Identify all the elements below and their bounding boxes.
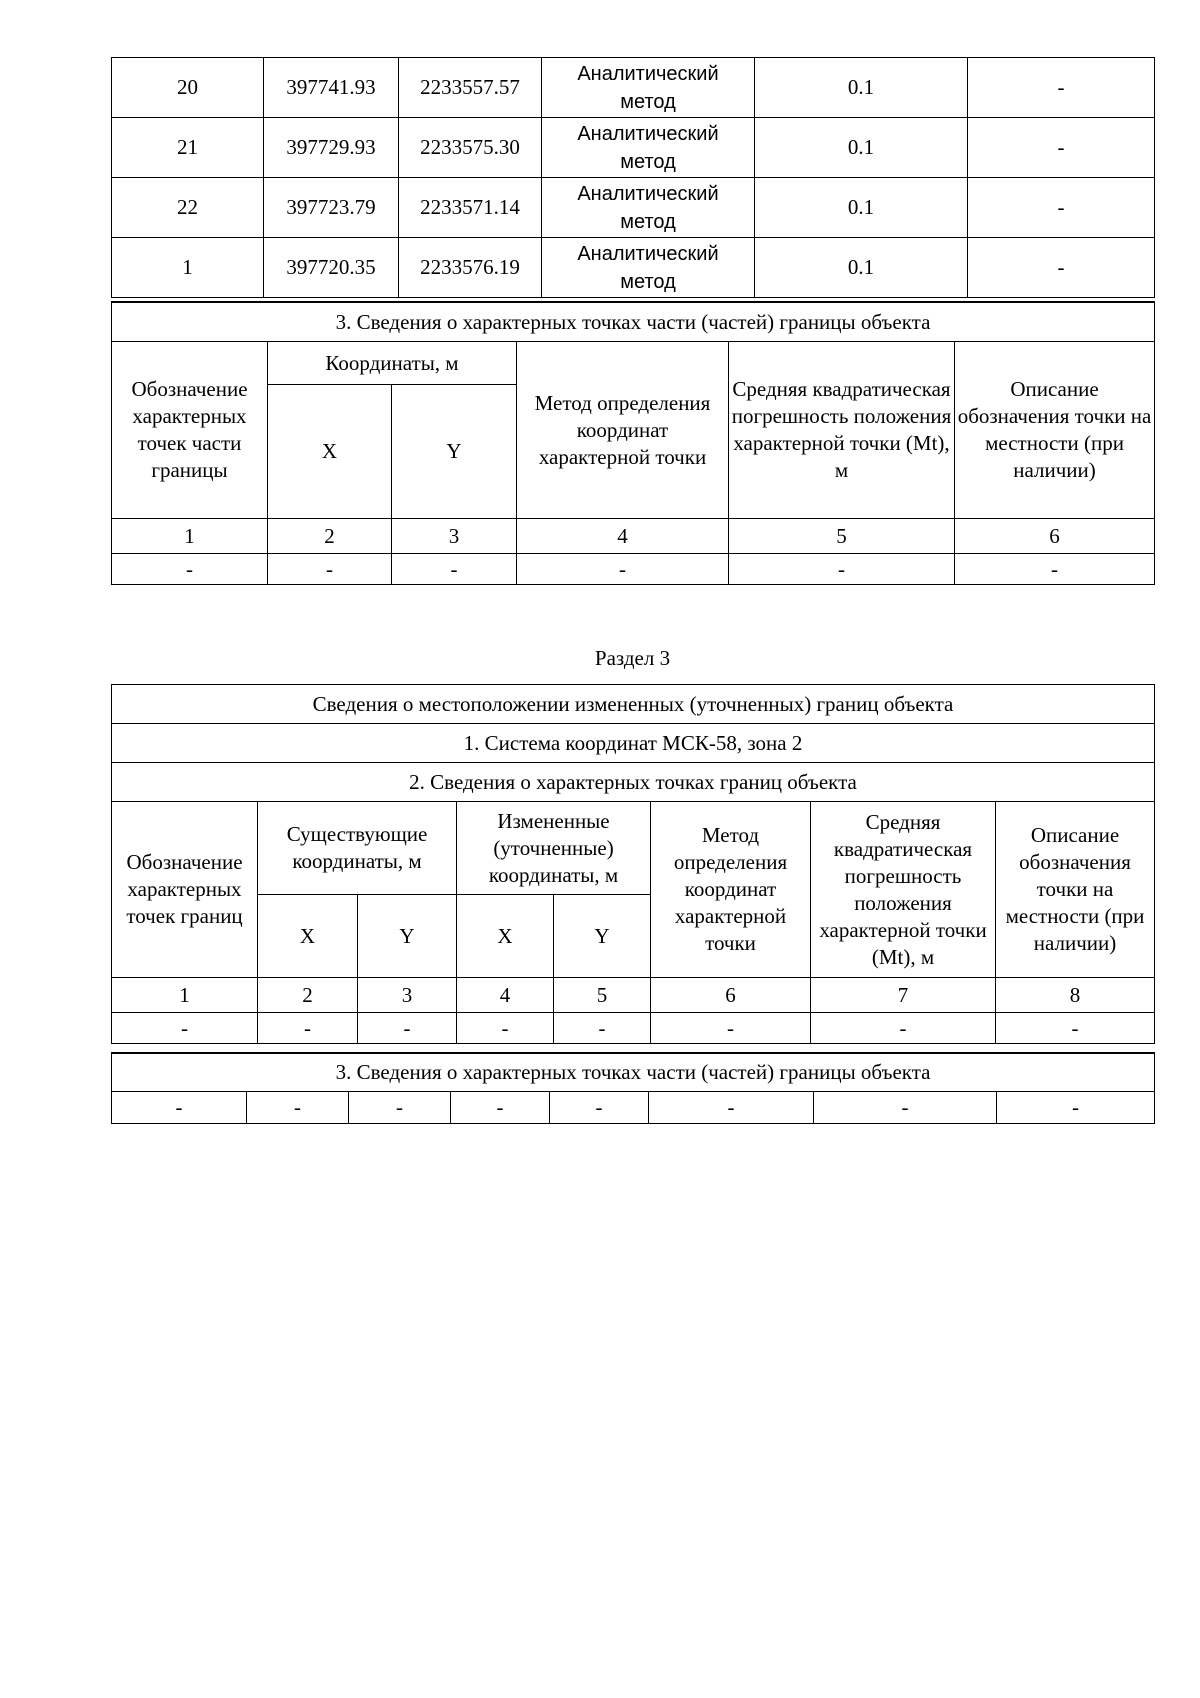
empty-cell: -	[649, 1092, 814, 1124]
point-x: 397729.93	[264, 118, 399, 178]
point-method: Аналитический метод	[542, 58, 755, 118]
empty-cell: -	[651, 1013, 811, 1044]
header-coords: Координаты, м	[268, 342, 517, 385]
header-y-changed: Y	[554, 895, 651, 978]
point-method: Аналитический метод	[542, 118, 755, 178]
empty-cell: -	[268, 554, 392, 585]
point-x: 397720.35	[264, 238, 399, 298]
empty-cell: -	[392, 554, 517, 585]
column-number: 1	[112, 519, 268, 554]
point-description: -	[968, 178, 1155, 238]
header-description: Описание обозначения точки на местности (при наличии)	[955, 342, 1155, 519]
point-y: 2233557.57	[399, 58, 542, 118]
header-designation: Обозначение характерных точек части границы	[112, 342, 268, 519]
point-method: Аналитический метод	[542, 178, 755, 238]
table-row	[112, 554, 1155, 585]
table-row	[112, 685, 1155, 724]
empty-cell: -	[358, 1013, 457, 1044]
points-continuation-table	[111, 57, 1155, 298]
table-row	[112, 1053, 1155, 1092]
changed-boundaries-table	[111, 684, 1155, 1044]
header-method: Метод определения координат характерной точки	[651, 802, 811, 978]
table-row	[112, 178, 1155, 238]
column-number: 6	[651, 978, 811, 1013]
part-heading: 3. Сведения о характерных точках части (частей) границы объекта	[112, 302, 1155, 342]
column-number: 7	[811, 978, 996, 1013]
header-x-changed: X	[457, 895, 554, 978]
empty-cell: -	[258, 1013, 358, 1044]
table-row	[112, 763, 1155, 802]
point-mt: 0.1	[755, 238, 968, 298]
column-number: 3	[392, 519, 517, 554]
empty-cell: -	[247, 1092, 349, 1124]
table-row	[112, 724, 1155, 763]
empty-cell: -	[457, 1013, 554, 1044]
header-x: X	[268, 385, 392, 519]
empty-cell: -	[517, 554, 729, 585]
table-row	[112, 978, 1155, 1013]
table-row	[112, 238, 1155, 298]
point-y: 2233575.30	[399, 118, 542, 178]
header-method: Метод определения координат характерной точки	[517, 342, 729, 519]
empty-cell: -	[814, 1092, 997, 1124]
column-number: 6	[955, 519, 1155, 554]
table-row	[112, 58, 1155, 118]
point-y: 2233576.19	[399, 238, 542, 298]
column-number: 5	[554, 978, 651, 1013]
header-existing-coords: Существующие координаты, м	[258, 802, 457, 895]
point-description: -	[968, 58, 1155, 118]
header-y-existing: Y	[358, 895, 457, 978]
section-title: Раздел 3	[594, 646, 671, 670]
point-x: 397723.79	[264, 178, 399, 238]
empty-cell: -	[550, 1092, 649, 1124]
column-number: 1	[112, 978, 258, 1013]
empty-cell: -	[955, 554, 1155, 585]
table-row	[112, 342, 1155, 385]
point-id: 20	[112, 58, 264, 118]
empty-cell: -	[112, 1092, 247, 1124]
empty-cell: -	[996, 1013, 1155, 1044]
header-error: Средняя квадратическая погрешность положения характерной точки (Mt), м	[811, 802, 996, 978]
point-y: 2233571.14	[399, 178, 542, 238]
table-row	[112, 1013, 1155, 1044]
point-description: -	[968, 118, 1155, 178]
column-number: 5	[729, 519, 955, 554]
table-row	[112, 302, 1155, 342]
table-row	[112, 1092, 1155, 1124]
empty-cell: -	[349, 1092, 451, 1124]
header-x-existing: X	[258, 895, 358, 978]
point-x: 397741.93	[264, 58, 399, 118]
header-designation: Обозначение характерных точек границ	[112, 802, 258, 978]
table-row	[112, 118, 1155, 178]
column-number: 8	[996, 978, 1155, 1013]
part-points-table	[111, 301, 1155, 585]
column-number: 4	[517, 519, 729, 554]
section3-part-table	[111, 1052, 1155, 1124]
points-heading: 2. Сведения о характерных точках границ объекта	[112, 763, 1155, 802]
empty-cell: -	[112, 554, 268, 585]
point-id: 1	[112, 238, 264, 298]
coord-system: 1. Система координат МСК-58, зона 2	[112, 724, 1155, 763]
header-changed-coords: Измененные (уточненные) координаты, м	[457, 802, 651, 895]
part-heading: 3. Сведения о характерных точках части (частей) границы объекта	[112, 1053, 1155, 1092]
header-error: Средняя квадратическая погрешность положения характерной точки (Mt), м	[729, 342, 955, 519]
empty-cell: -	[729, 554, 955, 585]
point-description: -	[968, 238, 1155, 298]
point-mt: 0.1	[755, 178, 968, 238]
point-mt: 0.1	[755, 118, 968, 178]
table-row	[112, 519, 1155, 554]
empty-cell: -	[554, 1013, 651, 1044]
empty-cell: -	[811, 1013, 996, 1044]
empty-cell: -	[997, 1092, 1155, 1124]
column-number: 4	[457, 978, 554, 1013]
column-number: 2	[258, 978, 358, 1013]
column-number: 2	[268, 519, 392, 554]
header-description: Описание обозначения точки на местности (при наличии)	[996, 802, 1155, 978]
empty-cell: -	[451, 1092, 550, 1124]
header-y: Y	[392, 385, 517, 519]
point-method: Аналитический метод	[542, 238, 755, 298]
section-heading: Сведения о местоположении измененных (уточненных) границ объекта	[112, 685, 1155, 724]
column-number: 3	[358, 978, 457, 1013]
table-row	[112, 802, 1155, 895]
point-id: 21	[112, 118, 264, 178]
point-mt: 0.1	[755, 58, 968, 118]
empty-cell: -	[112, 1013, 258, 1044]
point-id: 22	[112, 178, 264, 238]
